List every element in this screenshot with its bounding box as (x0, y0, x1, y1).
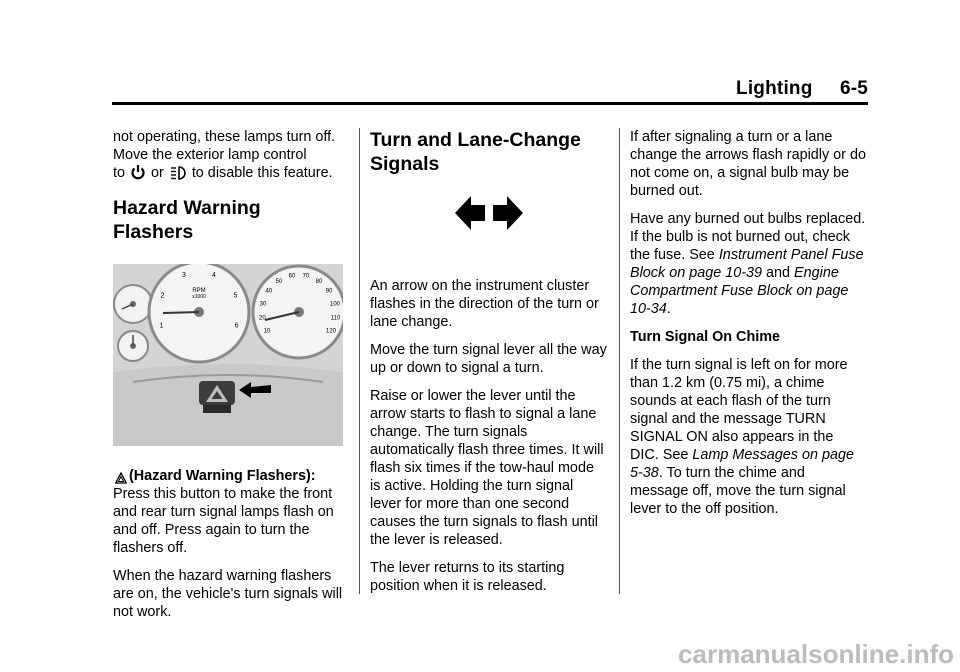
turn-left-arrow-icon (455, 196, 485, 230)
lamp-messages-link[interactable]: Lamp Messages on page 5-38 (630, 447, 854, 481)
arrow-paragraph: An arrow on the instrument cluster flashes in the direction of the turn or lane change. (370, 278, 599, 330)
rpm-tick-label: 4 (212, 271, 216, 279)
section-title: Lighting (736, 78, 813, 99)
column-2 (370, 128, 608, 605)
speed-tick-label: 70 (302, 273, 310, 280)
power-icon (131, 164, 145, 181)
fuse-paragraph: Have any burned out bulbs replaced. If the bulb is not burned out, check the fuse. See Instrument Panel Fuse Block on page 10-39 and Engine Compartment Fuse Block on page 10-34. (630, 211, 866, 317)
exterior-lamp-icon (170, 165, 186, 181)
hazard-heading: Hazard Warning Flashers (113, 197, 261, 243)
speed-tick-label: 120 (325, 328, 337, 335)
turn-arrows (370, 196, 608, 235)
fuse-reference-link[interactable]: Engine Compartment Fuse Block on page 10-34 (630, 265, 849, 317)
intro-paragraph: not operating, these lamps turn off. Move the exterior lamp control to or to disable this feature. (113, 129, 336, 181)
instrument-cluster-figure (113, 264, 343, 446)
speed-tick-label: 50 (275, 278, 283, 285)
rpm-tick-label: 3 (182, 271, 186, 279)
speed-tick-label: 100 (329, 301, 341, 308)
lane-change-paragraph: Raise or lower the lever until the arrow starts to flash to signal a lane change. The turn signals automatically flash three times. It will flash six times if the tow-haul mode is active. Holding the turn signal lever for more than one second causes the turn signals to flash until the lever is released. (370, 388, 604, 548)
page-header (736, 78, 868, 100)
column-divider (359, 128, 360, 594)
rpm-scale: x1000 (192, 294, 206, 300)
column-3 (630, 128, 866, 528)
rpm-label: RPM (192, 288, 206, 294)
rpm-tick-label: 1 (159, 322, 164, 330)
header-rule (112, 102, 868, 105)
rpm-tick-label: 2 (160, 292, 165, 300)
hazard-caption: (Hazard Warning Flashers): Press this button to make the front and rear turn signal lamps flash on and off. Press again to turn the flashers off. (113, 468, 334, 556)
column-divider (619, 128, 620, 594)
speed-tick-label: 10 (263, 328, 271, 335)
rpm-tick-label: 5 (233, 292, 238, 300)
lever-return-paragraph: The lever returns to its starting position when it is released. (370, 560, 565, 594)
rpm-tick-label: 6 (234, 322, 239, 330)
fuse-reference-link[interactable]: Instrument Panel Fuse Block on page 10-39 (630, 247, 864, 281)
bulb-paragraph: If after signaling a turn or a lane change the arrows flash rapidly or do not come on, a signal bulb may be burned out. (630, 129, 866, 199)
column-1 (113, 128, 345, 631)
speed-tick-label: 110 (330, 315, 341, 322)
speed-tick-label: 40 (265, 288, 273, 295)
speed-tick-label: 30 (259, 301, 267, 308)
lever-paragraph: Move the turn signal lever all the way up or down to signal a turn. (370, 342, 607, 376)
turn-signal-heading: Turn and Lane-Change Signals (370, 129, 581, 175)
speed-tick-label: 90 (325, 288, 333, 295)
chime-paragraph: If the turn signal is left on for more than 1.2 km (0.75 mi), a chime sounds at each flash of the turn signal and the message TURN SIGNAL ON also appears in the DIC. See Lamp Messages on page 5-38. To turn the chime and message off, move the turn signal lever to the off position. (630, 357, 854, 517)
watermark: carmanualsonline.info (678, 639, 954, 669)
turn-right-arrow-icon (493, 196, 523, 230)
speed-tick-label: 20 (259, 315, 266, 322)
chime-subheading: Turn Signal On Chime (630, 329, 781, 345)
speed-tick-label: 80 (315, 278, 323, 285)
hazard-triangle-icon (115, 472, 127, 484)
hazard-note: When the hazard warning flashers are on, the vehicle's turn signals will not work. (113, 568, 343, 620)
page-number: 6-5 (839, 78, 868, 99)
speed-tick-label: 60 (288, 273, 296, 280)
